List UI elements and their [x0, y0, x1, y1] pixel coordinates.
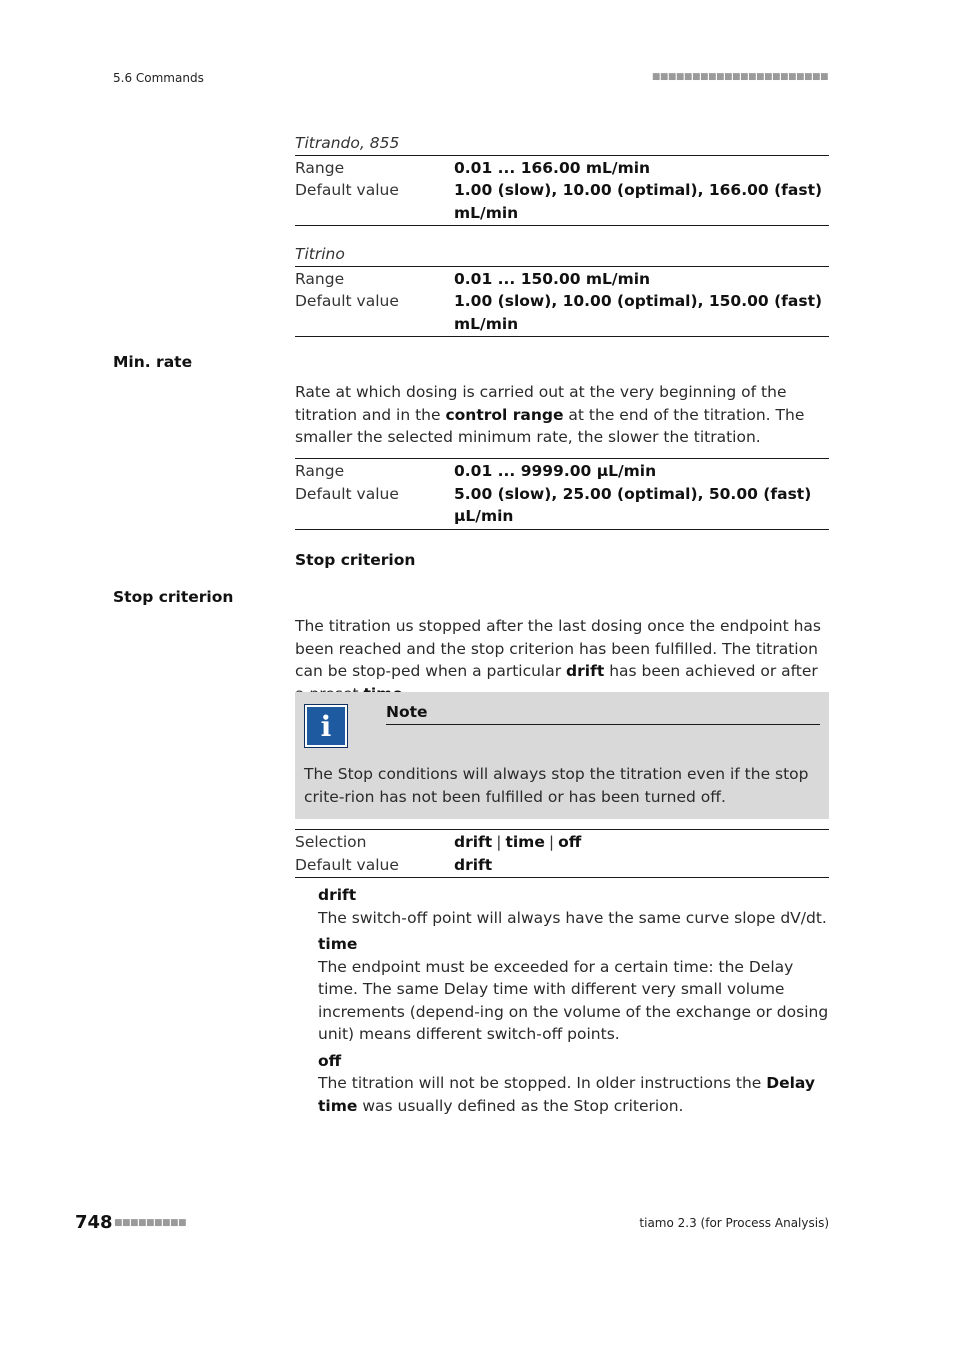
header-decoration-dots: ■■■■■■■■■■■■■■■■■■■■■■: [651, 72, 828, 82]
text-run: The titration will not be stopped. In older instructions the: [318, 1074, 767, 1092]
note-text: The Stop conditions will always stop the titration even if the stop crite-rion has not been fulfilled or has been turned off.: [304, 765, 809, 806]
text-run: at the end of the titration. The smaller the selected minimum rate, the slower the titration.: [295, 405, 805, 446]
text-run-bold: drift: [566, 662, 605, 680]
table-row: [295, 460, 829, 483]
option-term: time: [318, 935, 358, 953]
info-icon: [304, 704, 348, 748]
stop-criterion-heading: Stop criterion: [295, 551, 416, 569]
option-list: [318, 884, 829, 1117]
row-value: drift: [454, 855, 493, 874]
page-number: 748: [75, 1212, 113, 1233]
row-value: 0.01 ... 166.00 mL/min: [454, 158, 651, 177]
option-off: off: [558, 833, 582, 851]
option-description: The switch-off point will always have the same curve slope dV/dt.: [318, 908, 827, 927]
option-drift: drift: [454, 833, 493, 851]
text-run: Rate at which dosing is carried out at the very beginning of the titration and in the: [295, 383, 787, 424]
separator: |: [496, 833, 502, 851]
table-caption: Titrando, 855: [295, 134, 400, 152]
row-value: 1.00 (slow), 10.00 (optimal), 150.00 (fast) mL/min: [454, 292, 823, 333]
min-rate-description: [295, 381, 829, 449]
row-key: Default value: [295, 484, 399, 503]
note-title: Note: [386, 701, 820, 725]
titrino-parameter-block: [295, 243, 829, 337]
row-value: 1.00 (slow), 10.00 (optimal), 166.00 (fast) mL/min: [454, 181, 823, 222]
row-key: Default value: [295, 292, 399, 310]
option-term: off: [318, 1051, 342, 1070]
separator: |: [548, 833, 555, 851]
table-row: [295, 483, 829, 528]
text-run: has been achieved or after: [609, 662, 818, 680]
text-run: The titration us stopped after the last dosing once the endpoint has been reached and the stop criterion has been fulfilled. The titration can be stop-ped when a particular: [295, 617, 821, 680]
row-key: Default value: [295, 855, 399, 874]
row-value: 5.00 (slow), 25.00 (optimal), 50.00 (fast) µL/min: [454, 484, 812, 525]
parameter-table: [295, 458, 829, 530]
table-caption: Titrino: [295, 245, 345, 263]
min-rate-parameter-block: [295, 458, 829, 530]
table-row: [295, 157, 829, 180]
text-run-bold: Delay time: [318, 1074, 816, 1115]
row-key: Range: [295, 158, 345, 177]
table-row: [295, 831, 829, 854]
row-key: Default value: [295, 181, 399, 199]
footer-decoration-dots: ■■■■■■■■■: [114, 1218, 187, 1228]
text-run-bold: control range: [445, 405, 564, 424]
parameter-table: [295, 829, 829, 878]
row-value: [454, 831, 829, 854]
info-icon-glyph: i: [320, 709, 332, 743]
option-time: time: [505, 833, 545, 851]
row-key: Range: [295, 462, 345, 480]
row-value: 0.01 ... 9999.00 µL/min: [454, 462, 657, 480]
row-value: 0.01 ... 150.00 mL/min: [454, 269, 651, 288]
parameter-table: [295, 266, 829, 338]
stop-criterion-label: Stop criterion: [113, 588, 234, 606]
table-row: [295, 290, 829, 335]
min-rate-label: Min. rate: [113, 353, 193, 371]
option-term: drift: [318, 886, 357, 904]
text-run: was usually defined as the Stop criterion.: [357, 1096, 684, 1115]
product-name: tiamo 2.3 (for Process Analysis): [639, 1216, 829, 1230]
selection-parameter-block: [295, 829, 829, 878]
parameter-table: [295, 155, 829, 227]
table-row: [295, 854, 829, 877]
option-description: The endpoint must be exceeded for a certain time: the Delay time. The same Delay time with different very small volume increments (depend-ing on the volume of the exchange or dosing unit) means different switch-off points.: [318, 957, 829, 1043]
table-row: [295, 268, 829, 291]
table-row: [295, 179, 829, 224]
titrando-parameter-block: [295, 132, 829, 226]
row-key: Selection: [295, 833, 367, 851]
option-description: [318, 1072, 829, 1117]
running-header-section: 5.6 Commands: [113, 71, 204, 85]
row-key: Range: [295, 269, 345, 288]
note-box: [295, 692, 829, 819]
